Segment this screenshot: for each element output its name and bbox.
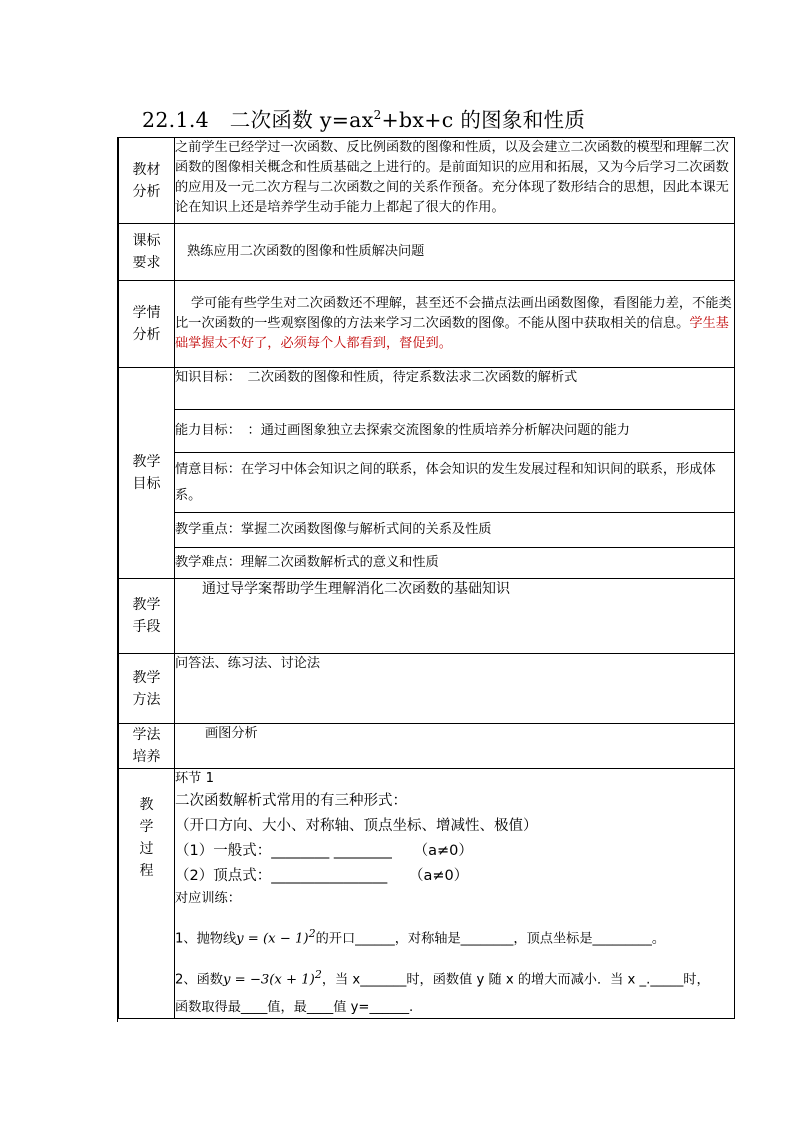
label-situation: 学情 分析	[119, 281, 175, 368]
goal-emotion: 情意目标：在学习中体会知识之间的联系，体会知识的发生发展过程和知识间的联系，形成体系。	[175, 453, 735, 513]
row-goal-key	[119, 513, 735, 548]
process-form2: （2）顶点式：________________ （a≠0）	[175, 868, 469, 884]
label-method: 教学 方法	[119, 654, 175, 724]
process-practice: 对应训练：	[175, 891, 241, 906]
lesson-plan-table	[118, 137, 735, 1019]
process-form1: （1）一般式：________ ________ （a≠0）	[175, 843, 473, 859]
question-2-line2: 函数取得最____值，最____值 y=______.	[175, 999, 414, 1015]
label-standard: 课标 要求	[119, 224, 175, 281]
standard-text: 熟练应用二次函数的图像和性质解决问题	[175, 224, 735, 281]
row-method	[119, 654, 735, 724]
row-means	[119, 579, 735, 654]
label-analysis: 教材 分析	[119, 138, 175, 224]
goal-knowledge: 知识目标： 二次函数的图像和性质，待定系数法求二次函数的解析式	[175, 368, 735, 410]
row-goal-ability	[119, 410, 735, 453]
process-hint: （开口方向、大小、对称轴、顶点坐标、增减性、极值）	[175, 818, 538, 834]
row-goal-difficulty	[119, 548, 735, 579]
row-analysis	[119, 138, 735, 224]
means-text: 通过导学案帮助学生理解消化二次函数的基础知识	[175, 579, 735, 654]
row-study	[119, 724, 735, 769]
method-text: 问答法、练习法、讨论法	[175, 654, 735, 724]
question-1: 1、抛物线$y = (x - 1)^2$的开口______，对称轴是________，顶点坐标是_________。	[175, 927, 666, 947]
question-2: 2、函数$y = -3(x + 1)^2$，当 x_______时，函数值 y 随 x 的增大而减小．当 x _._____时，	[175, 968, 710, 988]
process-cell	[175, 769, 735, 1019]
label-study: 学法 培养	[119, 724, 175, 769]
goal-key: 教学重点：掌握二次函数图像与解析式间的关系及性质	[175, 513, 735, 548]
label-means: 教学 手段	[119, 579, 175, 654]
situation-red-text: 学生基础掌握太不好了，必须每个人都看到，督促到。	[175, 316, 729, 351]
label-process: 教 学 过 程	[119, 769, 175, 1019]
goal-ability: 能力目标： ：通过画图象独立去探索交流图象的性质培养分析解决问题的能力	[175, 410, 735, 453]
row-standard	[119, 224, 735, 281]
process-step: 环节 1	[175, 771, 214, 786]
row-goal-knowledge	[119, 368, 735, 410]
process-intro: 二次函数解析式常用的有三种形式：	[175, 793, 407, 809]
label-goals: 教学 目标	[119, 368, 175, 579]
page-title: 22.1.4 二次函数 $y=ax^2+bx+c$ 的图象和性质	[142, 108, 586, 132]
situation-text: 学可能有些学生对二次函数还不理解，甚至还不会描点法画出函数图像，看图能力差，不能类比一次函数的一些观察图像的方法来学习二次函数的图像。不能从图中获取相关的信息。	[175, 296, 732, 331]
analysis-text: 之前学生已经学过一次函数、反比例函数的图像和性质，以及会建立二次函数的模型和理解二次函数的图像相关概念和性质基础之上进行的。是前面知识的应用和拓展，又为今后学习二次函数的应用及一元二次方程与二次函数之间的关系作预备。充分体现了数形结合的思想，因此本课无论在知识上还是培养学生动手能力上都起了很大的作用。	[175, 138, 735, 224]
situation-cell	[175, 281, 735, 368]
row-process	[119, 769, 735, 1019]
row-goal-emotion	[119, 453, 735, 513]
row-situation	[119, 281, 735, 368]
study-text: 画图分析	[175, 724, 735, 769]
goal-difficulty: 教学难点：理解二次函数解析式的意义和性质	[175, 548, 735, 579]
